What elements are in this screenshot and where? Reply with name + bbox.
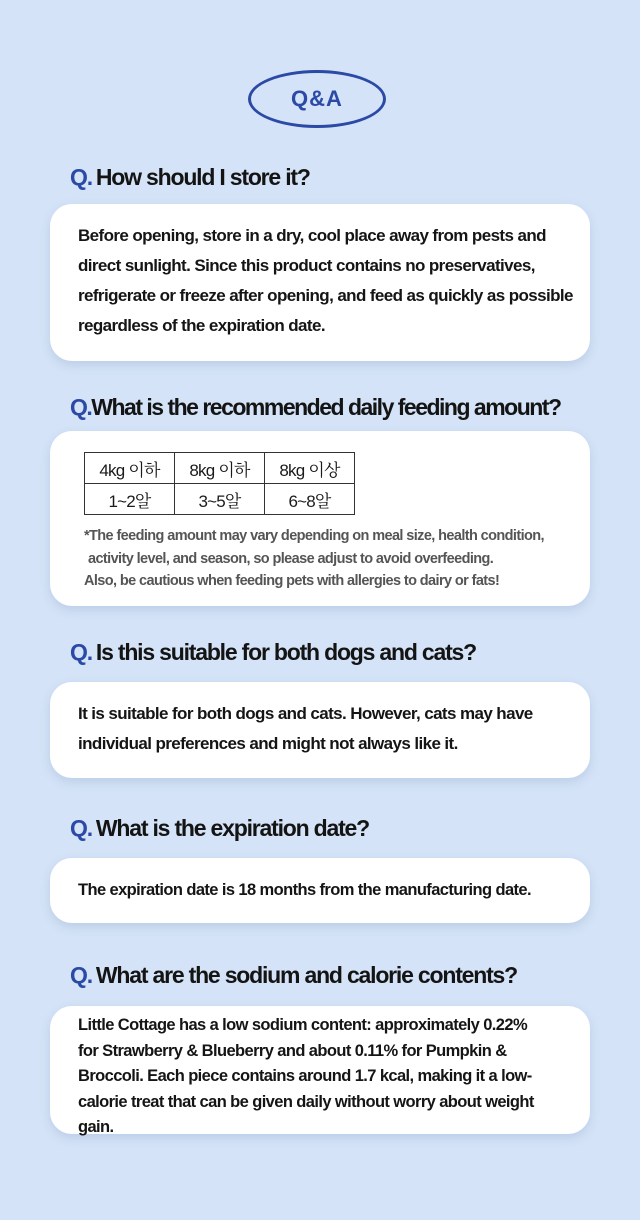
table-cell: 1~2알 bbox=[85, 484, 175, 515]
question-feeding-amount bbox=[70, 394, 561, 421]
question-text: What is the expiration date? bbox=[95, 815, 369, 841]
note-line: Also, be cautious when feeding pets with allergies to dairy or fats! bbox=[84, 573, 500, 589]
table-cell: 8kg 이상 bbox=[265, 453, 355, 484]
question-text: What is the recommended daily feeding amount? bbox=[91, 394, 561, 420]
answer-card-feeding bbox=[50, 431, 590, 606]
question-text: Is this suitable for both dogs and cats? bbox=[95, 639, 476, 665]
answer-text: Before opening, store in a dry, cool place away from pests and direct sunlight. Since this product contains no preservatives, refrigerate or freeze after opening, and feed as quickly as possible regardless of the expiration date. bbox=[78, 226, 573, 335]
feeding-table bbox=[84, 452, 355, 515]
question-expiration bbox=[70, 815, 369, 842]
answer-card-dogs-cats bbox=[50, 682, 590, 778]
answer-text: It is suitable for both dogs and cats. However, cats may have individual preferences and might not always like it. bbox=[78, 704, 533, 753]
answer-text: The expiration date is 18 months from the manufacturing date. bbox=[78, 881, 531, 899]
feeding-note bbox=[84, 525, 584, 593]
table-cell: 4kg 이하 bbox=[85, 453, 175, 484]
qa-badge: Q&A bbox=[248, 70, 386, 128]
answer-card-sodium bbox=[50, 1006, 590, 1134]
table-row-weight bbox=[85, 453, 355, 484]
question-storage bbox=[70, 164, 310, 191]
table-cell: 6~8알 bbox=[265, 484, 355, 515]
answer-card-expiration bbox=[50, 858, 590, 923]
answer-text: Little Cottage has a low sodium content: approximately 0.22% for Strawberry & Blueberry and about 0.11% for Pumpkin & Broccoli. Each piece contains around 1.7 kcal, making it a low-calorie treat that can be given daily without worry about weight gain. bbox=[78, 1016, 534, 1136]
note-line: activity level, and season, so please adjust to avoid overfeeding. bbox=[88, 550, 494, 567]
table-cell: 3~5알 bbox=[175, 484, 265, 515]
table-row-amount bbox=[85, 484, 355, 515]
answer-card-storage bbox=[50, 204, 590, 361]
question-dogs-cats bbox=[70, 639, 476, 666]
q-mark: Q. bbox=[70, 962, 92, 988]
question-text: How should I store it? bbox=[95, 164, 310, 190]
q-mark: Q. bbox=[70, 639, 92, 665]
q-mark: Q. bbox=[70, 394, 92, 420]
question-text: What are the sodium and calorie contents? bbox=[95, 962, 517, 988]
note-line: *The feeding amount may vary depending on meal size, health condition, bbox=[84, 528, 544, 544]
question-sodium-calories bbox=[70, 962, 517, 989]
table-cell: 8kg 이하 bbox=[175, 453, 265, 484]
q-mark: Q. bbox=[70, 164, 92, 190]
q-mark: Q. bbox=[70, 815, 92, 841]
